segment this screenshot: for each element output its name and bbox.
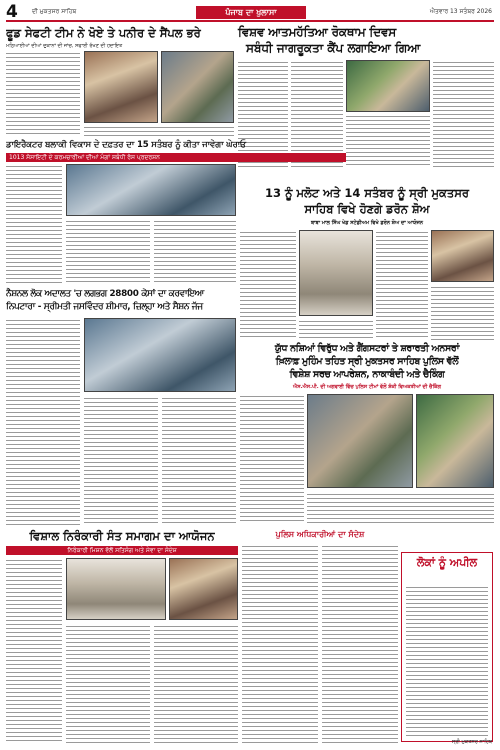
development-body-2 — [66, 219, 150, 285]
suicide-day-headline-1: ਵਿਸ਼ਵ ਆਤਮਹੱਤਿਆ ਰੋਕਥਾਮ ਦਿਵਸ — [238, 25, 397, 39]
issue-date: ਐਤਵਾਰ 13 ਸਤੰਬਰ 2026 — [429, 8, 492, 15]
police-photo-2 — [416, 394, 494, 488]
lok-adalat-headline-1: ਨੈਸ਼ਨਲ ਲੋਕ ਅਦਾਲਤ 'ਚ ਲਗਭਗ 28800 ਕੇਸਾਂ ਦਾ ਕਰਵਾਇਆ — [6, 289, 204, 299]
lok-adalat-body-3 — [162, 396, 236, 526]
police-officers-body-1 — [242, 544, 318, 744]
appeal-body — [406, 585, 488, 737]
samagam-body-1 — [6, 558, 62, 744]
police-headline-2: ਖ਼ਿਲਾਫ਼ ਮੁਹਿੰਮ ਤਹਿਤ ਸ੍ਰੀ ਮੁਕਤਸਰ ਸਾਹਿਬ ਪੁਲਿਸ ਵੱਲੋਂ — [275, 356, 459, 367]
red-banner: 1013 ਸੋਸਾਇਟੀ ਦੇ ਕਰਮਚਾਰੀਆਂ ਦੀਆਂ ਮੰਗਾਂ ਸਬੰਧੀ ਰੋਸ ਪ੍ਰਦਰਸ਼ਨ — [6, 153, 346, 162]
samagam-body-2 — [66, 624, 150, 744]
suicide-day-body-1 — [238, 60, 288, 168]
newspaper-page — [6, 4, 494, 746]
paper-subtitle: ਦੀ ਮੁਕਤਸਰ ਸਾਹਿਬ — [32, 8, 77, 15]
drone-show-body-2 — [376, 230, 428, 340]
samagam-headline: ਵਿਸ਼ਾਲ ਨਿਰੰਕਾਰੀ ਸੰਤ ਸਮਾਗਮ ਦਾ ਆਯੋਜਨ — [29, 529, 215, 543]
development-photo — [66, 164, 236, 216]
masthead — [6, 4, 494, 22]
samagam-photo-2 — [169, 558, 238, 620]
drone-show-photo-2 — [431, 230, 494, 282]
drone-show-headline-2: ਸਾਹਿਬ ਵਿਖੇ ਹੋਣਗੇ ਡਰੋਨ ਸ਼ੋਅ — [304, 202, 430, 216]
samagam-body-3 — [154, 624, 238, 744]
food-safety-photo-2 — [161, 51, 234, 123]
food-safety-subhead: ਮਠਿਆਈਆਂ ਦੀਆਂ ਦੁਕਾਨਾਂ ਦੀ ਜਾਂਚ, ਸਫਾਈ ਰੱਖਣ ਦੀ ਹਦਾਇਤ — [6, 43, 123, 49]
development-headline: ਡਾਇਰੈਕਟਰ ਬਲਾਕੀ ਵਿਕਾਸ ਦੇ ਦਫ਼ਤਰ ਦਾ 15 ਸਤੰਬਰ ਨੂੰ ਕੀਤਾ ਜਾਵੇਗਾ ਘੇਰਾਓ — [6, 140, 246, 150]
police-officers-headline: ਪੁਲਿਸ ਅਧਿਕਾਰੀਆਂ ਦਾ ਸੰਦੇਸ਼ — [275, 530, 365, 539]
drone-show-caption — [299, 319, 373, 340]
police-photo-1 — [307, 394, 413, 488]
drone-show-subhead: ਬਾਬਾ ਮਾਲ ਸਿੰਘ ਖੇਡ ਸਟੇਡੀਅਮ ਵਿਖੇ ਡਰੋਨ ਸ਼ੋਅ ਦਾ ਆਯੋਜਨ — [310, 220, 424, 226]
lok-adalat-body-1 — [6, 318, 80, 526]
food-safety-body — [6, 51, 80, 135]
police-body-1 — [240, 394, 304, 524]
drone-show-body-1 — [240, 230, 296, 340]
appeal-title: ਲੋਕਾਂ ਨੂੰ ਅਪੀਲ — [416, 556, 478, 569]
suicide-day-body-4 — [346, 114, 430, 168]
suicide-day-headline-2: ਸਬੰਧੀ ਜਾਗਰੂਕਤਾ ਕੈਂਪ ਲਗਾਇਆ ਗਿਆ — [246, 41, 421, 55]
footer-credit: ਸ੍ਰੀ ਮੁਕਤਸਰ ਸਾਹਿਬ — [451, 739, 492, 745]
suicide-day-photo — [346, 60, 430, 112]
appeal-box — [401, 552, 493, 742]
drone-show-body-3 — [431, 285, 494, 340]
drone-show-headline-1: 13 ਨੂੰ ਮਲੋਟ ਅਤੇ 14 ਸਤੰਬਰ ਨੂੰ ਸ੍ਰੀ ਮੁਕਤਸਰ — [264, 186, 470, 200]
food-safety-photo-1 — [84, 51, 158, 123]
drone-show-photo-1 — [299, 230, 373, 316]
samagam-photo-1 — [66, 558, 166, 620]
police-headline-3: ਵਿਸ਼ੇਸ਼ ਸਰਚ ਆਪਰੇਸ਼ਨ, ਨਾਕਾਬੰਦੀ ਅਤੇ ਚੈਕਿੰਗ — [289, 369, 445, 380]
development-body-1 — [6, 164, 62, 284]
police-body-2 — [307, 492, 494, 526]
development-body-3 — [154, 219, 236, 285]
lok-adalat-photo — [84, 318, 236, 392]
food-safety-headline: ਫੂਡ ਸੇਫਟੀ ਟੀਮ ਨੇ ਖੋਏ ਤੇ ਪਨੀਰ ਦੇ ਸੈਂਪਲ ਭਰੇ — [6, 26, 201, 40]
suicide-day-body-2 — [291, 60, 343, 168]
police-officers-body-2 — [322, 544, 398, 744]
suicide-day-body-3 — [433, 60, 494, 168]
lok-adalat-headline-2: ਨਿਪਟਾਰਾ - ਸ੍ਰੀਮਤੀ ਜਸਵਿੰਦਰ ਸ਼ੀਮਾਰ, ਜ਼ਿਲ੍ਹਾ ਅਤੇ ਸੈਸ਼ਨ ਜੱਜ — [6, 302, 203, 312]
police-subhead: ਐਸ.ਐਸ.ਪੀ. ਦੀ ਅਗਵਾਈ ਵਿੱਚ ਪੁਲਿਸ ਟੀਮਾਂ ਵੱਲੋਂ ਸ਼ੱਕੀ ਵਿਅਕਤੀਆਂ ਦੀ ਚੈਕਿੰਗ — [293, 384, 441, 390]
police-headline-1: ਯੁੱਧ ਨਸ਼ਿਆਂ ਵਿਰੁੱਧ ਅਤੇ ਗੈਂਗਸਟਰਾਂ ਤੇ ਸ਼ਰਾਰਤੀ ਅਨਸਰਾਂ — [274, 343, 460, 354]
page-number: 4 — [6, 4, 18, 22]
food-safety-caption — [84, 125, 234, 137]
lok-adalat-body-2 — [84, 396, 158, 526]
samagam-subhead: ਨਿਰੰਕਾਰੀ ਮਿਸ਼ਨ ਵੱਲੋਂ ਸਤਿਸੰਗ ਅਤੇ ਸੇਵਾ ਦਾ ਸੰਦੇਸ਼ — [6, 546, 238, 555]
section-title: ਪੰਜਾਬ ਦਾ ਖੁਲਾਸਾ — [196, 6, 306, 19]
